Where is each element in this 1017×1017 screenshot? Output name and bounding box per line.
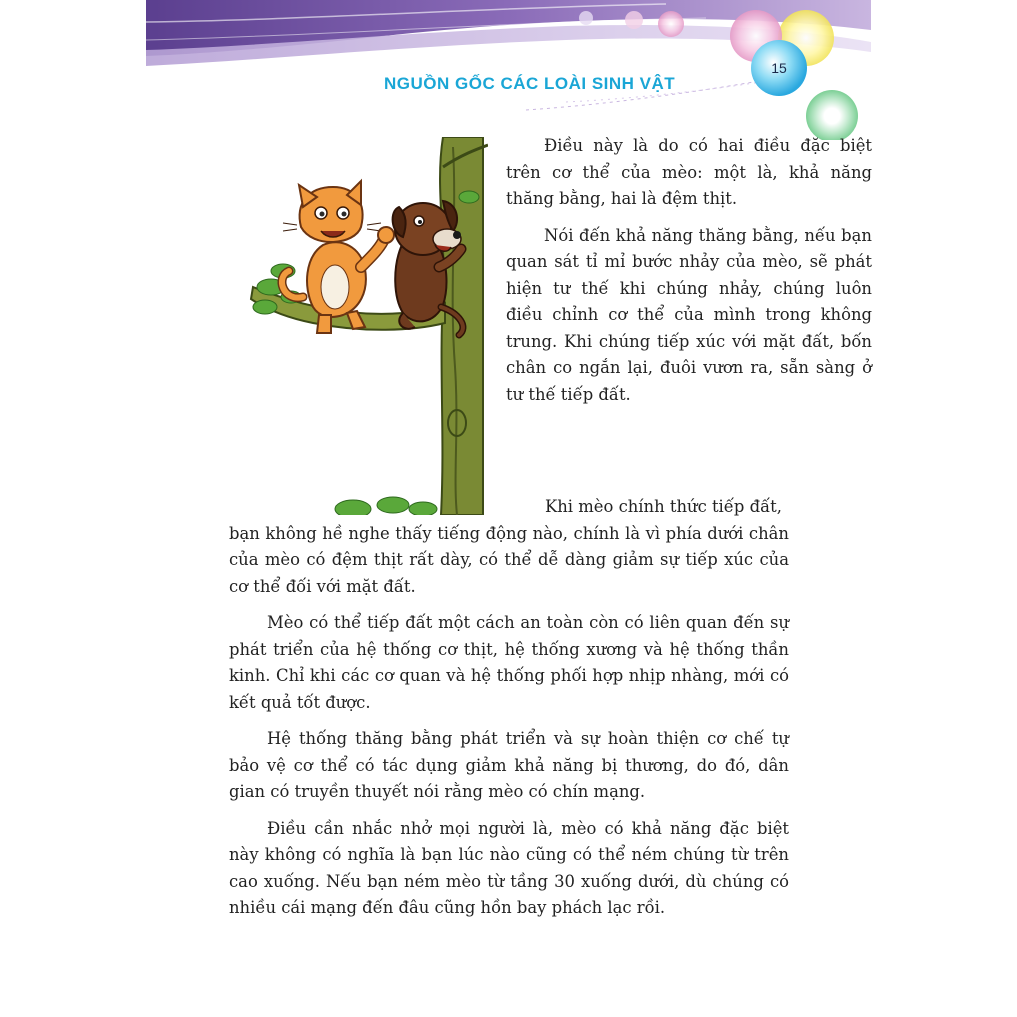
paragraph-2: Nói đến khả năng thăng bằng, nếu bạn quan sát tỉ mỉ bước nhảy của mèo, sẽ phát hiện tư thế khi chúng nhảy, chúng luôn điều chỉnh cơ thể của mình trong không trung. Khi chúng tiếp xúc với mặt đất, bốn chân co ngắn lại, đuôi vươn ra, sẵn sàng ở tư thế tiếp đất. <box>506 225 872 404</box>
book-page <box>146 0 871 1017</box>
header-swoosh-decoration <box>146 0 871 140</box>
paragraph-1: Điều này là do có hai điều đặc biệt trên cơ thể của mèo: một là, khả năng thăng bằng, hai là đệm thịt. <box>506 136 872 208</box>
paragraph-3 <box>229 494 789 600</box>
header-title: NGUỒN GỐC CÁC LOÀI SINH VẬT <box>384 74 676 93</box>
main-column <box>229 494 789 932</box>
paragraph-6: Điều cần nhắc nhở mọi người là, mèo có khả năng đặc biệt này không có nghĩa là bạn lúc nào cũng có thể ném chúng từ trên cao xuống. Nếu bạn ném mèo từ tầng 30 xuống dưới, dù chúng có nhiều cái mạng đến đâu cũng hồn bay phách lạc rồi. <box>229 818 789 917</box>
cat-and-dog-on-tree-illustration <box>243 137 488 515</box>
paragraph-3-rest: bạn không hề nghe thấy tiếng động nào, chính là vì phía dưới chân của mèo có đệm thịt rất dày, có thể dễ dàng giảm sự tiếp xúc của cơ thể đối với mặt đất. <box>229 523 789 596</box>
paragraph-4: Mèo có thể tiếp đất một cách an toàn còn có liên quan đến sự phát triển của hệ thống cơ thịt, hệ thống xương và hệ thống thần kinh. Chỉ khi các cơ quan và hệ thống phối hợp nhịp nhàng, mới có kết quả tốt được. <box>229 613 789 712</box>
intro-column <box>506 133 872 418</box>
paragraph-3-lead: Khi mèo chính thức tiếp đất, <box>545 497 782 516</box>
page-header <box>146 0 871 140</box>
page-number: 15 <box>771 60 787 76</box>
paragraph-5: Hệ thống thăng bằng phát triển và sự hoàn thiện cơ chế tự bảo vệ cơ thể có tác dụng giảm khả năng bị thương, do đó, dân gian có truyền thuyết nói rằng mèo có chín mạng. <box>229 729 789 801</box>
